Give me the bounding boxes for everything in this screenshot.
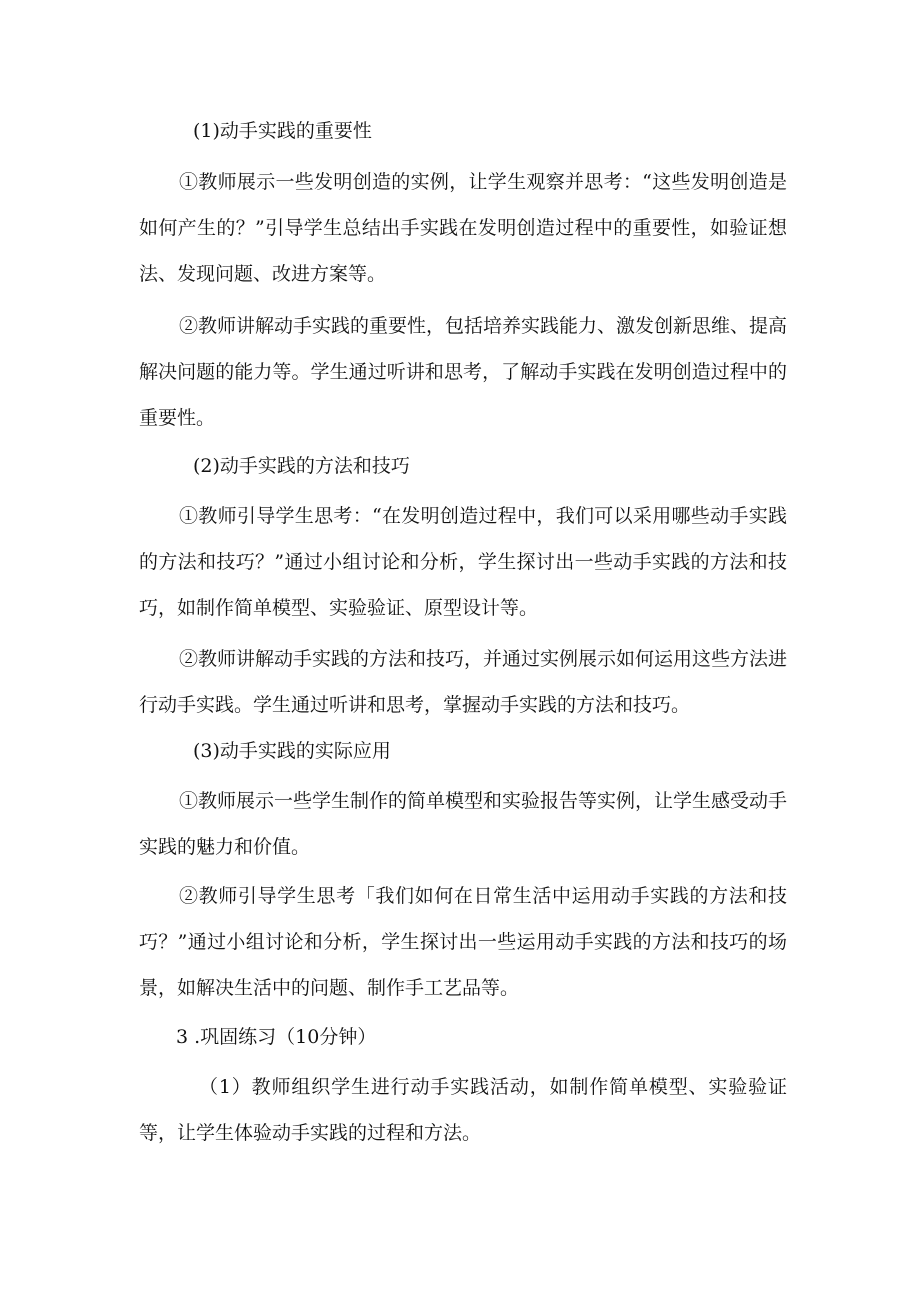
section-heading-3: (3)动手实践的实际应用: [193, 740, 391, 762]
paragraph-5: ①教师展示一些学生制作的简单模型和实验报告等实例，让学生感受动手实践的魅力和价值。: [139, 790, 788, 858]
section-heading-1: (1)动手实践的重要性: [193, 120, 372, 142]
section-heading-4: 3 .巩固练习（10分钟）: [176, 1026, 377, 1048]
section-heading-2: (2)动手实践的方法和技巧: [193, 455, 410, 477]
paragraph-7: （1）教师组织学生进行动手实践活动，如制作简单模型、实验验证等，让学生体验动手实践的过程和方法。: [139, 1076, 787, 1144]
paragraph-1: ①教师展示一些发明创造的实例，让学生观察并思考：“这些发明创造是如何产生的？”引导学生总结出手实践在发明创造过程中的重要性，如验证想法、发现问题、改进方案等。: [139, 171, 787, 285]
paragraph-4: ②教师讲解动手实践的方法和技巧，并通过实例展示如何运用这些方法进行动手实践。学生通过听讲和思考，掌握动手实践的方法和技巧。: [139, 648, 788, 716]
paragraph-3: ①教师引导学生思考：“在发明创造过程中，我们可以采用哪些动手实践的方法和技巧？”通过小组讨论和分析，学生探讨出一些动手实践的方法和技巧，如制作简单模型、实验验证、原型设计等。: [139, 505, 787, 619]
paragraph-6: ②教师引导学生思考「我们如何在日常生活中运用动手实践的方法和技巧？”通过小组讨论和分析，学生探讨出一些运用动手实践的方法和技巧的场景，如解决生活中的问题、制作手工艺品等。: [139, 885, 787, 999]
paragraph-2: ②教师讲解动手实践的重要性，包括培养实践能力、激发创新思维、提高解决问题的能力等。学生通过听讲和思考，了解动手实践在发明创造过程中的重要性。: [139, 315, 788, 429]
